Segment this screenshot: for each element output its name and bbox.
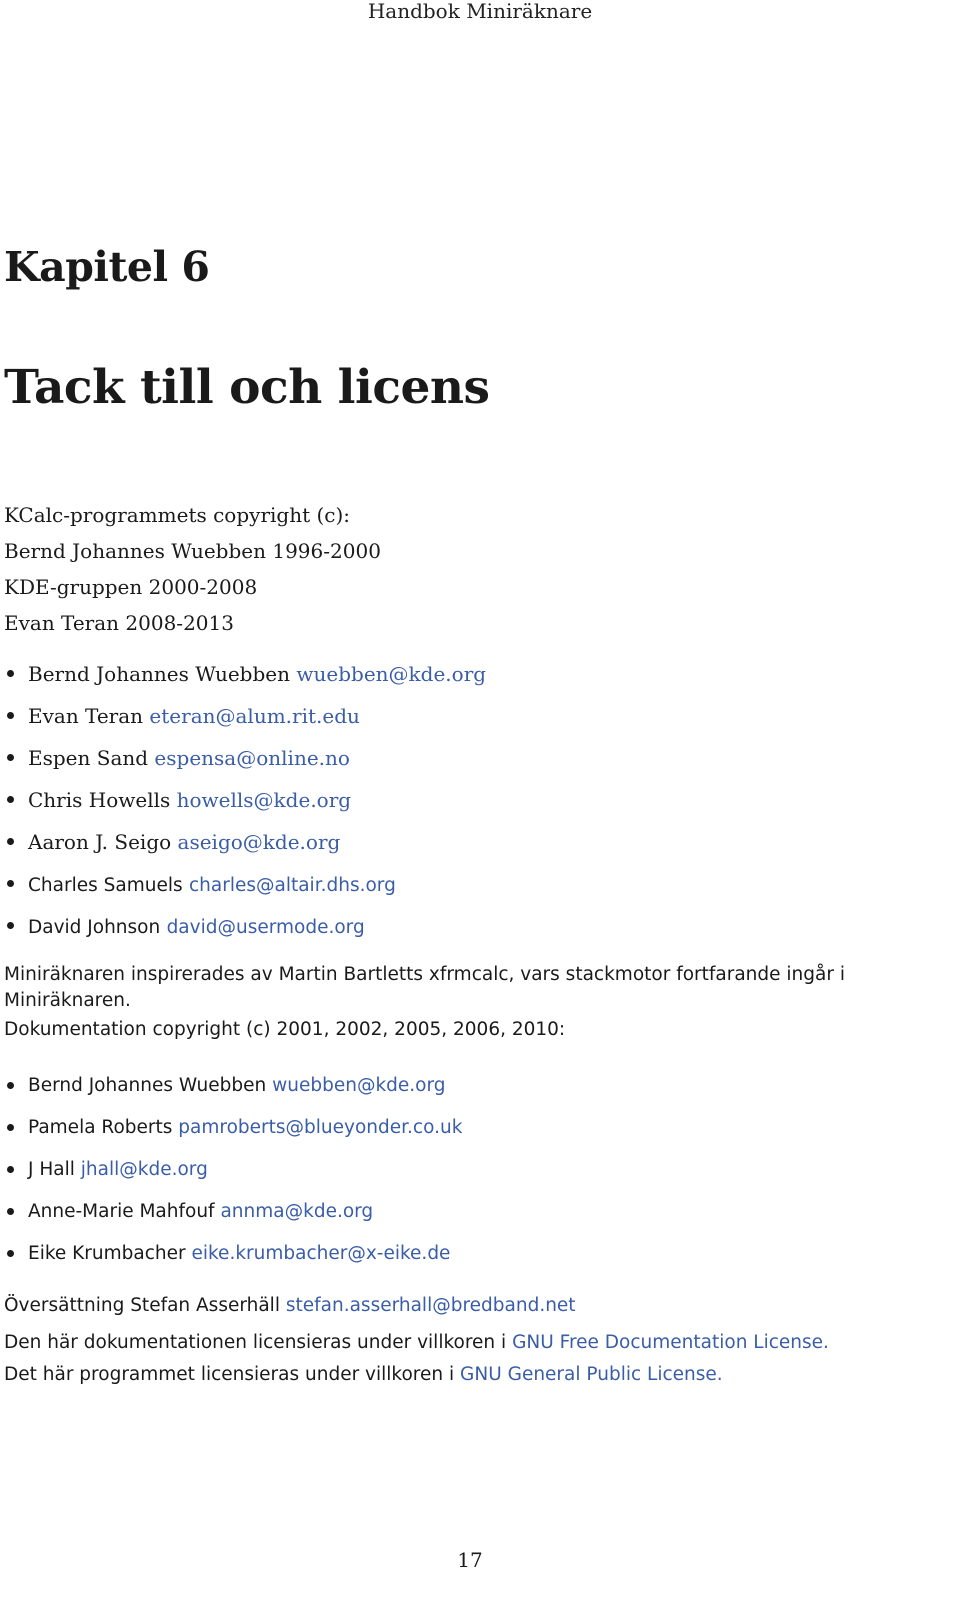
contributors-list [4, 653, 954, 947]
author-name: Bernd Johannes Wuebben [28, 1075, 267, 1096]
list-item [4, 821, 954, 863]
license-text: Den här dokumentationen licensieras under villkoren i [4, 1332, 507, 1353]
contributor-name: Chris Howells [28, 788, 171, 812]
list-item [4, 1107, 954, 1149]
inspiration-paragraph: Miniräknaren inspirerades av Martin Bartletts xfrmcalc, vars stackmotor fortfarande ingår i Miniräknaren. [4, 964, 845, 1011]
copyright-line: Bernd Johannes Wuebben 1996-2000 [4, 539, 381, 563]
list-item [4, 695, 954, 737]
email-link[interactable]: pamroberts@blueyonder.co.uk [178, 1117, 463, 1138]
email-link[interactable]: wuebben@kde.org [296, 662, 487, 686]
author-name: Anne-Marie Mahfouf [28, 1201, 215, 1222]
list-item [4, 779, 954, 821]
list-item [4, 653, 954, 695]
email-link[interactable]: charles@altair.dhs.org [188, 875, 396, 896]
list-item [4, 1233, 954, 1275]
contributor-name: Bernd Johannes Wuebben [28, 662, 291, 686]
copyright-line: Evan Teran 2008-2013 [4, 611, 234, 635]
email-link[interactable]: annma@kde.org [220, 1201, 374, 1222]
list-item [4, 905, 954, 947]
email-link[interactable]: stefan.asserhall@bredband.net [285, 1295, 576, 1316]
list-item [4, 1191, 954, 1233]
license-documentation [4, 1326, 954, 1360]
email-link[interactable]: espensa@online.no [154, 746, 350, 770]
email-link[interactable]: aseigo@kde.org [177, 830, 341, 854]
list-item [4, 1065, 954, 1107]
author-name: J Hall [28, 1159, 75, 1180]
program-copyright [4, 497, 954, 641]
chapter-title: Tack till och licens [4, 360, 490, 415]
translation-credit [4, 1288, 954, 1324]
chapter-number: Kapitel 6 [4, 243, 210, 291]
copyright-line: KDE-gruppen 2000-2008 [4, 575, 258, 599]
license-suffix: . [716, 1364, 723, 1385]
author-name: Pamela Roberts [28, 1117, 173, 1138]
email-link[interactable]: david@usermode.org [166, 917, 365, 938]
program-copyright-heading: KCalc-programmets copyright (c): [4, 503, 351, 527]
list-item [4, 863, 954, 905]
email-link[interactable]: howells@kde.org [176, 788, 352, 812]
email-link[interactable]: jhall@kde.org [80, 1159, 208, 1180]
contributor-name: Espen Sand [28, 746, 149, 770]
gpl-link[interactable]: GNU General Public License [460, 1364, 717, 1385]
email-link[interactable]: wuebben@kde.org [272, 1075, 446, 1096]
contributor-name: Evan Teran [28, 704, 144, 728]
gfdl-link[interactable]: GNU Free Documentation License [512, 1332, 824, 1353]
license-suffix: . [823, 1332, 829, 1353]
list-item [4, 1149, 954, 1191]
doc-copyright-heading: Dokumentation copyright (c) 2001, 2002, 2005, 2006, 2010: [4, 1019, 566, 1040]
doc-authors-list [4, 1065, 954, 1275]
page-number: 17 [457, 1548, 483, 1572]
list-item [4, 737, 954, 779]
author-name: Eike Krumbacher [28, 1243, 186, 1264]
translation-text: Översättning Stefan Asserhäll [4, 1295, 280, 1316]
running-head: Handbok Miniräknare [367, 0, 593, 23]
contributor-name: Aaron J. Seigo [28, 830, 172, 854]
license-program [4, 1358, 954, 1392]
contributor-name: David Johnson [28, 917, 161, 938]
email-link[interactable]: eike.krumbacher@x-eike.de [191, 1243, 451, 1264]
license-text: Det här programmet licensieras under villkoren i [4, 1364, 455, 1385]
email-link[interactable]: eteran@alum.rit.edu [149, 704, 360, 728]
contributor-name: Charles Samuels [28, 875, 183, 896]
